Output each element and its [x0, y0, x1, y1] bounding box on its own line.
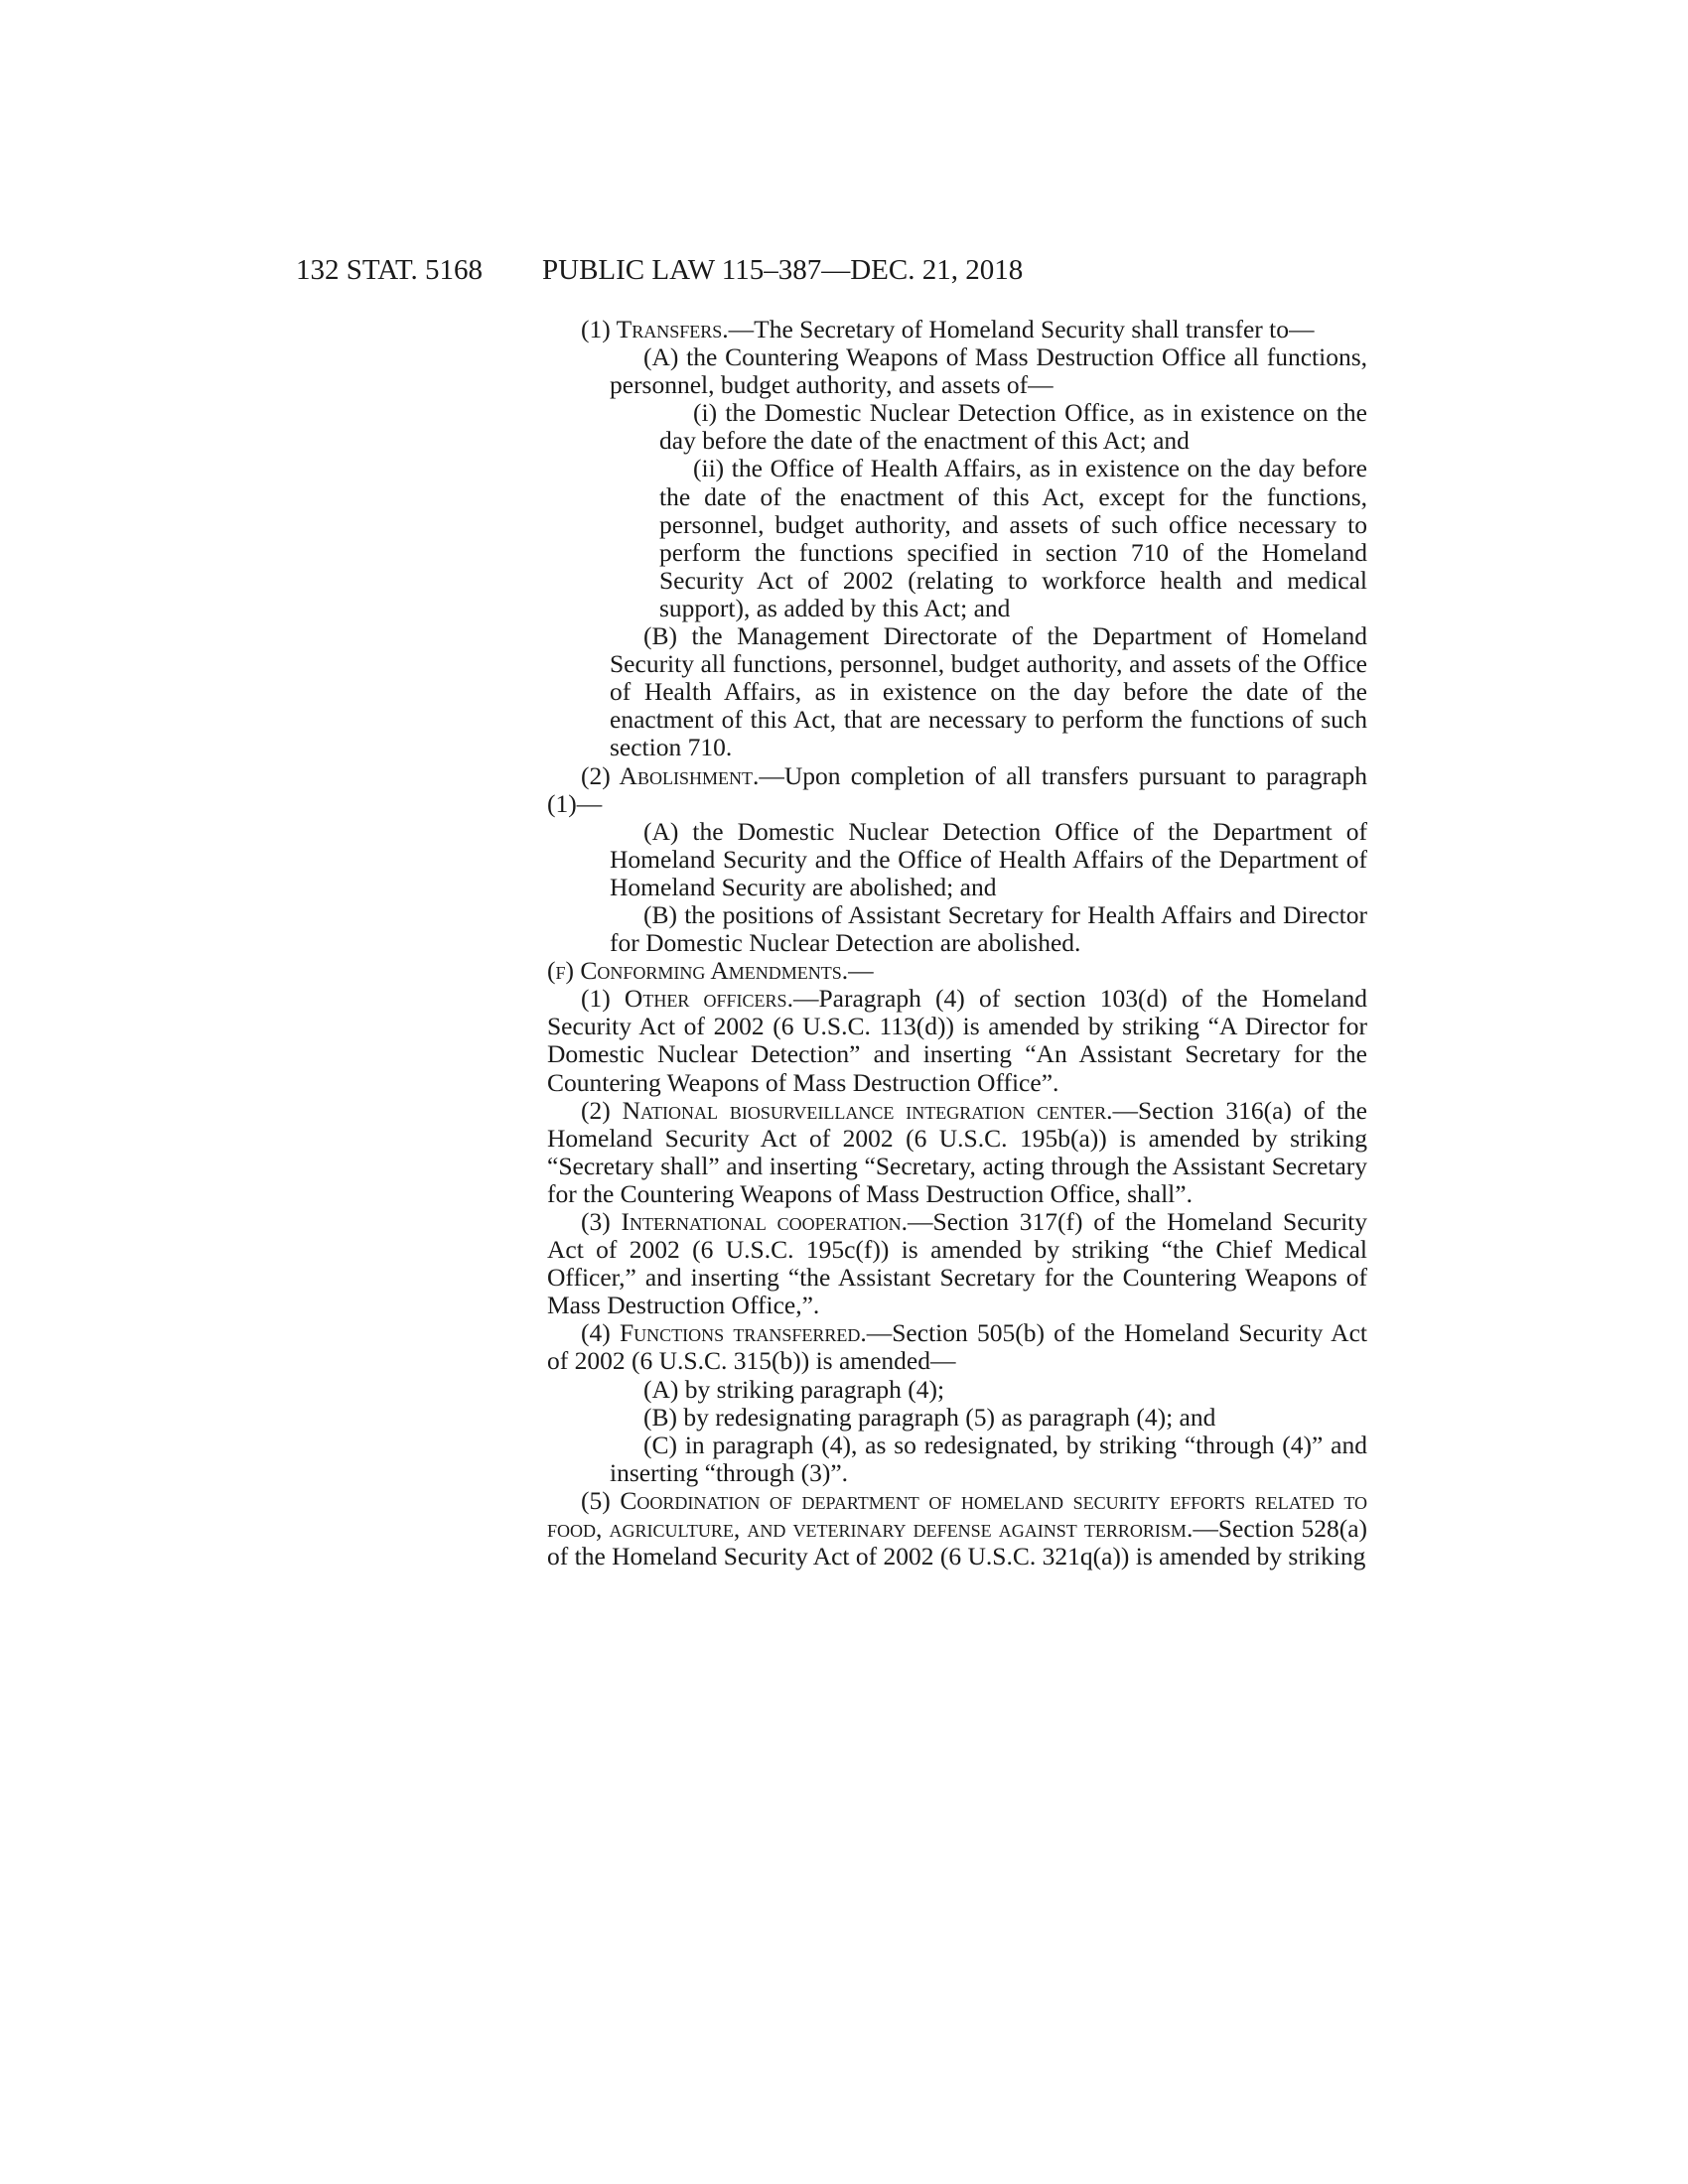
- paragraph: [547, 818, 1367, 901]
- paragraph-text: —Upon completion of all transfers pursuant to paragraph (1)—: [547, 760, 1367, 818]
- paragraph-heading: (1) Transfers.: [581, 315, 729, 343]
- paragraph-text: —Paragraph (4) of section 103(d) of the Homeland Security Act of 2002 (6 U.S.C. 113(d)) is amended by striking “A Director for Domestic Nuclear Detection” and inserting “An Assistant Secretary for the Countering Weapons of Mass Destruction Office”.: [547, 984, 1367, 1097]
- paragraph-text: (i) the Domestic Nuclear Detection Office, as in existence on the day before the date of the enactment of this Act; and: [659, 398, 1367, 456]
- paragraph-text: —Section 317(f) of the Homeland Security Act of 2002 (6 U.S.C. 195c(f)) is amended by striking “the Chief Medical Officer,” and inserting “the Assistant Secretary for the Countering Weapons of Mass Destruction Office,”.: [547, 1207, 1367, 1320]
- paragraph-heading: (f) Conforming Amendments.: [547, 956, 849, 986]
- paragraph: [547, 343, 1367, 399]
- paragraph-text: (C) in paragraph (4), as so redesignated, by striking “through (4)” and inserting “through (3)”.: [610, 1430, 1367, 1487]
- paragraph-heading: (5) Coordination of department of homeland security efforts related to food, agriculture, and veterinary defense against terrorism.: [547, 1485, 1367, 1544]
- paragraph: [547, 762, 1367, 818]
- paragraph-heading: (2) Abolishment.: [581, 760, 760, 790]
- paragraph: [547, 455, 1367, 622]
- paragraph-heading: (4) Functions transferred.: [581, 1318, 867, 1348]
- paragraph-text: (ii) the Office of Health Affairs, as in existence on the day before the date of the enactment of this Act, except for the functions, personnel, budget authority, and assets of such office necessary to perform the functions specified in section 710 of the Homeland Security Act of 2002 (relating to workforce health and medical support), as added by this Act; and: [659, 454, 1367, 622]
- paragraph-heading: (3) International cooperation.: [581, 1207, 909, 1236]
- paragraph: [547, 901, 1367, 957]
- paragraph-text: —Section 528(a) of the Homeland Security Act of 2002 (6 U.S.C. 321q(a)) is amended by striking: [547, 1514, 1368, 1571]
- paragraph: [547, 1432, 1367, 1487]
- paragraph: [547, 957, 1367, 985]
- paragraph: [547, 1487, 1367, 1570]
- paragraph-heading: (2) National biosurveillance integration center.: [581, 1095, 1113, 1125]
- paragraph: [547, 1376, 1367, 1404]
- paragraph-text: —The Secretary of Homeland Security shall transfer to—: [728, 315, 1315, 343]
- statute-page-number: 132 STAT. 5168: [296, 254, 484, 286]
- paragraph-text: (A) by striking paragraph (4);: [643, 1374, 945, 1404]
- paragraph-text: (B) by redesignating paragraph (5) as paragraph (4); and: [643, 1402, 1216, 1432]
- page-header: [296, 250, 1368, 290]
- paragraph: [547, 985, 1367, 1096]
- paragraph-text: —: [848, 956, 874, 986]
- paragraph: [547, 622, 1367, 761]
- paragraph-text: (B) the positions of Assistant Secretary for Health Affairs and Director for Domestic Nuclear Detection are abolished.: [610, 899, 1367, 958]
- paragraph-heading: (1) Other officers.: [581, 984, 793, 1014]
- paragraph: [547, 1097, 1367, 1208]
- paragraph: [547, 1208, 1367, 1319]
- paragraph-text: —Section 505(b) of the Homeland Security Act of 2002 (6 U.S.C. 315(b)) is amended—: [547, 1318, 1367, 1376]
- paragraph: [547, 1319, 1367, 1375]
- paragraph-text: (A) the Domestic Nuclear Detection Office of the Department of Homeland Security and the Office of Health Affairs of the Department of Homeland Security are abolished; and: [610, 816, 1367, 901]
- paragraph: [547, 316, 1367, 343]
- paragraph: [547, 399, 1367, 455]
- paragraph-text: (B) the Management Directorate of the Department of Homeland Security all functions, personnel, budget authority, and assets of the Office of Health Affairs, as in existence on the day before the date of the enactment of this Act, that are necessary to perform the functions of such section 710.: [610, 621, 1367, 762]
- paragraph: [547, 1404, 1367, 1432]
- paragraph-text: —Section 316(a) of the Homeland Security Act of 2002 (6 U.S.C. 195b(a)) is amended by striking “Secretary shall” and inserting “Secretary, acting through the Assistant Secretary for the Countering Weapons of Mass Destruction Office, shall”.: [547, 1095, 1367, 1208]
- public-law-title: PUBLIC LAW 115–387—DEC. 21, 2018: [542, 254, 1024, 286]
- document-body: [547, 316, 1367, 1570]
- paragraph-text: (A) the Countering Weapons of Mass Destruction Office all functions, personnel, budget authority, and assets of—: [610, 342, 1367, 400]
